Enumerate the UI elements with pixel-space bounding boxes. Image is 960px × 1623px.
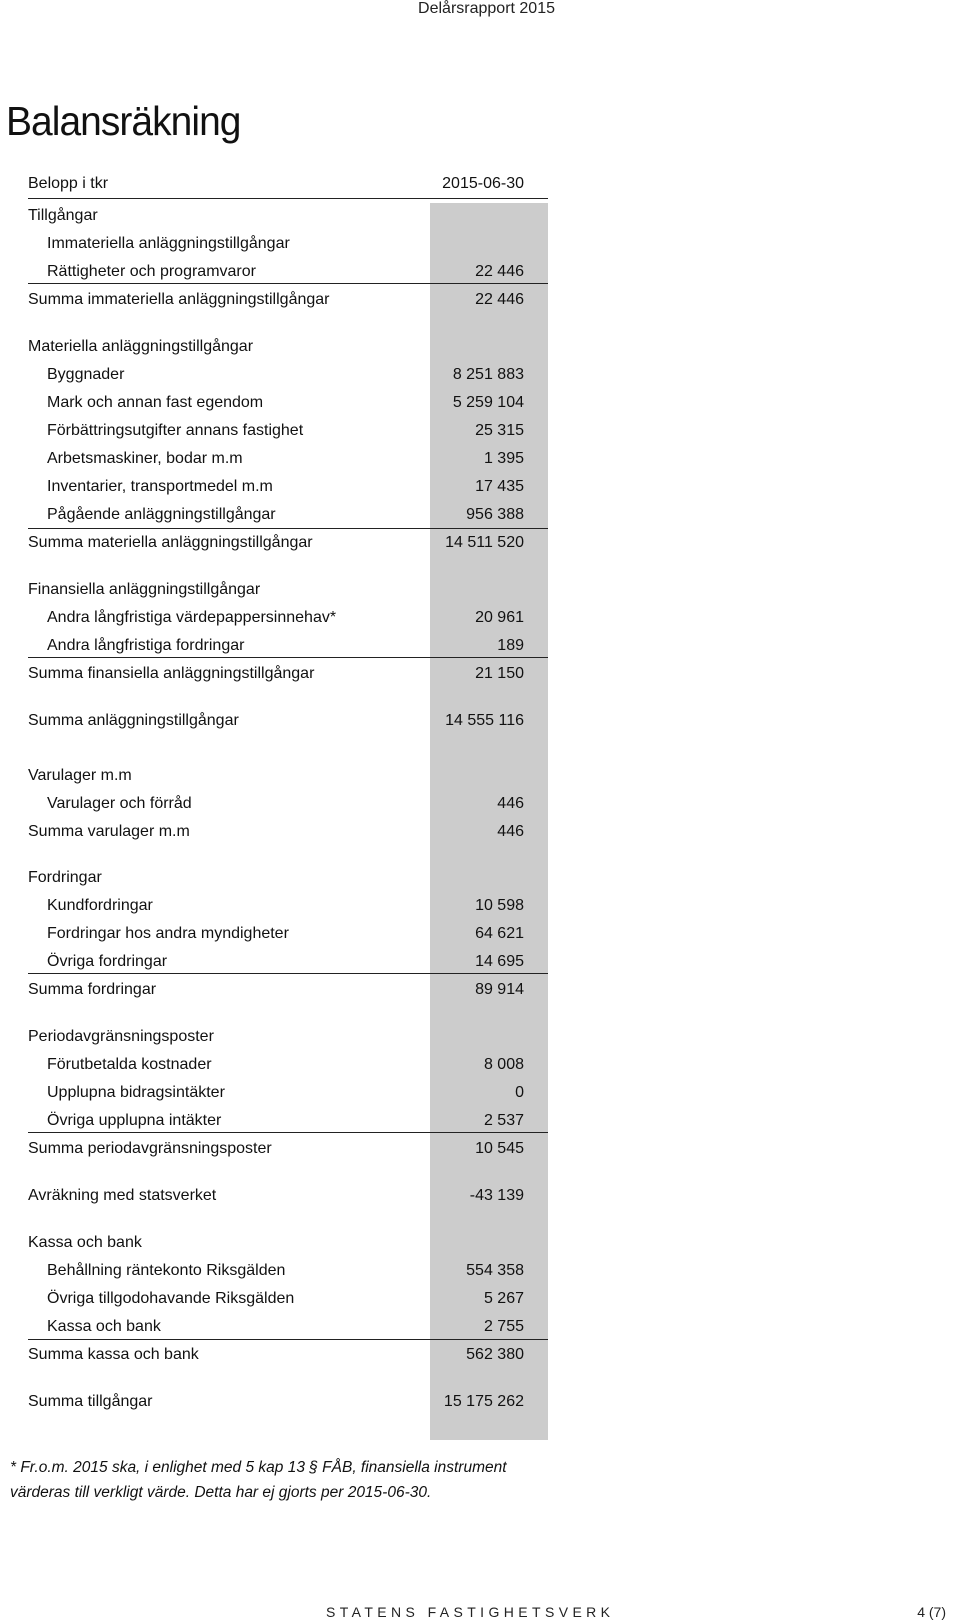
table-row	[28, 1230, 548, 1256]
table-row	[28, 893, 548, 919]
table-row	[28, 231, 548, 257]
row-label: Mark och annan fast egendom	[47, 394, 264, 411]
row-value: 10 598	[475, 897, 524, 914]
row-label: Summa kassa och bank	[28, 1346, 199, 1363]
row-label: Varulager och förråd	[47, 795, 192, 812]
row-value: -43 139	[469, 1187, 524, 1204]
table-row	[28, 921, 548, 947]
row-label: Avräkning med statsverket	[28, 1187, 217, 1204]
row-label: Förutbetalda kostnader	[47, 1056, 212, 1073]
table-row	[28, 977, 548, 1003]
row-label: Förbättringsutgifter annans fastighet	[47, 422, 304, 439]
table-row	[28, 362, 548, 388]
table-row	[28, 577, 548, 603]
row-value: 25 315	[475, 422, 524, 439]
row-value: 5 267	[483, 1290, 524, 1307]
row-value: 446	[497, 795, 524, 812]
table-row	[28, 1024, 548, 1050]
table-row	[28, 1183, 548, 1209]
row-label: Övriga fordringar	[47, 953, 168, 970]
row-label: Tillgångar	[28, 207, 98, 224]
divider	[28, 657, 548, 658]
column-header-date: 2015-06-30	[442, 175, 524, 192]
row-label: Materiella anläggningstillgångar	[28, 338, 254, 355]
row-value: 64 621	[475, 925, 524, 942]
row-label: Summa tillgångar	[28, 1393, 153, 1410]
row-label: Periodavgränsningsposter	[28, 1028, 214, 1045]
row-value: 2 537	[483, 1112, 524, 1129]
row-label: Kassa och bank	[47, 1318, 161, 1335]
row-value: 956 388	[466, 506, 524, 523]
row-value: 14 555 116	[445, 712, 524, 729]
row-value: 89 914	[475, 981, 524, 998]
table-row	[28, 1136, 548, 1162]
footnote: * Fr.o.m. 2015 ska, i enlighet med 5 kap 13 § FÅB, finansiella instrument värderas till verkligt värde. Detta har ej gjorts per 2015-06-30.	[10, 1459, 507, 1501]
row-value: 562 380	[466, 1346, 524, 1363]
table-row	[28, 605, 548, 631]
table-row	[28, 1314, 548, 1340]
table-header-row	[28, 171, 548, 197]
row-label: Rättigheter och programvaror	[47, 263, 256, 280]
row-value: 554 358	[466, 1262, 524, 1279]
page-number: 4 (7)	[917, 1604, 946, 1620]
row-value: 10 545	[475, 1140, 524, 1157]
report-header: Delårsrapport 2015	[418, 0, 555, 17]
page-title: Balansräkning	[6, 98, 241, 144]
row-value: 15 175 262	[443, 1393, 524, 1410]
row-label: Summa fordringar	[28, 981, 157, 998]
table-row	[28, 474, 548, 500]
column-header-label: Belopp i tkr	[28, 175, 109, 192]
table-row	[28, 633, 548, 659]
row-label: Fordringar hos andra myndigheter	[47, 925, 289, 942]
row-label: Pågående anläggningstillgångar	[47, 506, 276, 523]
row-label: Andra långfristiga fordringar	[47, 637, 245, 654]
row-label: Summa anläggningstillgångar	[28, 712, 239, 729]
row-value: 22 446	[475, 263, 524, 280]
row-value: 5 259 104	[452, 394, 524, 411]
row-label: Summa materiella anläggningstillgångar	[28, 534, 313, 551]
table-row	[28, 708, 548, 734]
table-row	[28, 390, 548, 416]
table-row	[28, 819, 548, 845]
table-row	[28, 1389, 548, 1415]
row-label: Upplupna bidragsintäkter	[47, 1084, 225, 1101]
table-row	[28, 949, 548, 975]
table-row	[28, 1052, 548, 1078]
row-label: Immateriella anläggningstillgångar	[47, 235, 290, 252]
row-label: Arbetsmaskiner, bodar m.m	[47, 450, 243, 467]
row-label: Summa immateriella anläggningstillgångar	[28, 291, 330, 308]
row-value: 21 150	[475, 665, 524, 682]
divider	[28, 528, 548, 529]
table-row	[28, 203, 548, 229]
row-label: Kassa och bank	[28, 1234, 142, 1251]
row-value: 8 251 883	[452, 366, 524, 383]
table-row	[28, 791, 548, 817]
row-value: 0	[515, 1084, 524, 1101]
divider	[28, 973, 548, 974]
divider	[28, 283, 548, 284]
table-row	[28, 259, 548, 285]
row-label: Övriga upplupna intäkter	[47, 1112, 222, 1129]
row-value: 14 511 520	[445, 534, 524, 551]
row-label: Inventarier, transportmedel m.m	[47, 478, 273, 495]
table-row	[28, 334, 548, 360]
divider	[28, 1132, 548, 1133]
row-value: 14 695	[475, 953, 524, 970]
table-row	[28, 661, 548, 687]
row-label: Summa varulager m.m	[28, 823, 190, 840]
table-row	[28, 446, 548, 472]
table-row	[28, 1286, 548, 1312]
divider	[28, 198, 548, 199]
row-label: Andra långfristiga värdepappersinnehav*	[47, 609, 337, 626]
table-row	[28, 865, 548, 891]
row-value: 1 395	[483, 450, 524, 467]
table-row	[28, 763, 548, 789]
row-value: 189	[497, 637, 524, 654]
row-value: 22 446	[475, 291, 524, 308]
row-value: 446	[497, 823, 524, 840]
divider	[28, 1339, 548, 1340]
row-label: Behållning räntekonto Riksgälden	[47, 1262, 286, 1279]
row-value: 8 008	[483, 1056, 524, 1073]
table-row	[28, 502, 548, 528]
row-label: Byggnader	[47, 366, 125, 383]
row-value: 2 755	[483, 1318, 524, 1335]
row-label: Summa finansiella anläggningstillgångar	[28, 665, 315, 682]
table-row	[28, 1080, 548, 1106]
footer-brand: STATENS FASTIGHETSVERK	[326, 1604, 615, 1620]
table-row	[28, 287, 548, 313]
table-row	[28, 1258, 548, 1284]
row-label: Fordringar	[28, 869, 102, 886]
table-row	[28, 1108, 548, 1134]
row-label: Övriga tillgodohavande Riksgälden	[47, 1290, 295, 1307]
table-row	[28, 530, 548, 556]
row-value: 17 435	[475, 478, 524, 495]
row-label: Summa periodavgränsningsposter	[28, 1140, 272, 1157]
row-label: Finansiella anläggningstillgångar	[28, 581, 261, 598]
row-label: Varulager m.m	[28, 767, 132, 784]
table-row	[28, 418, 548, 444]
row-label: Kundfordringar	[47, 897, 153, 914]
row-value: 20 961	[475, 609, 524, 626]
table-row	[28, 1342, 548, 1368]
